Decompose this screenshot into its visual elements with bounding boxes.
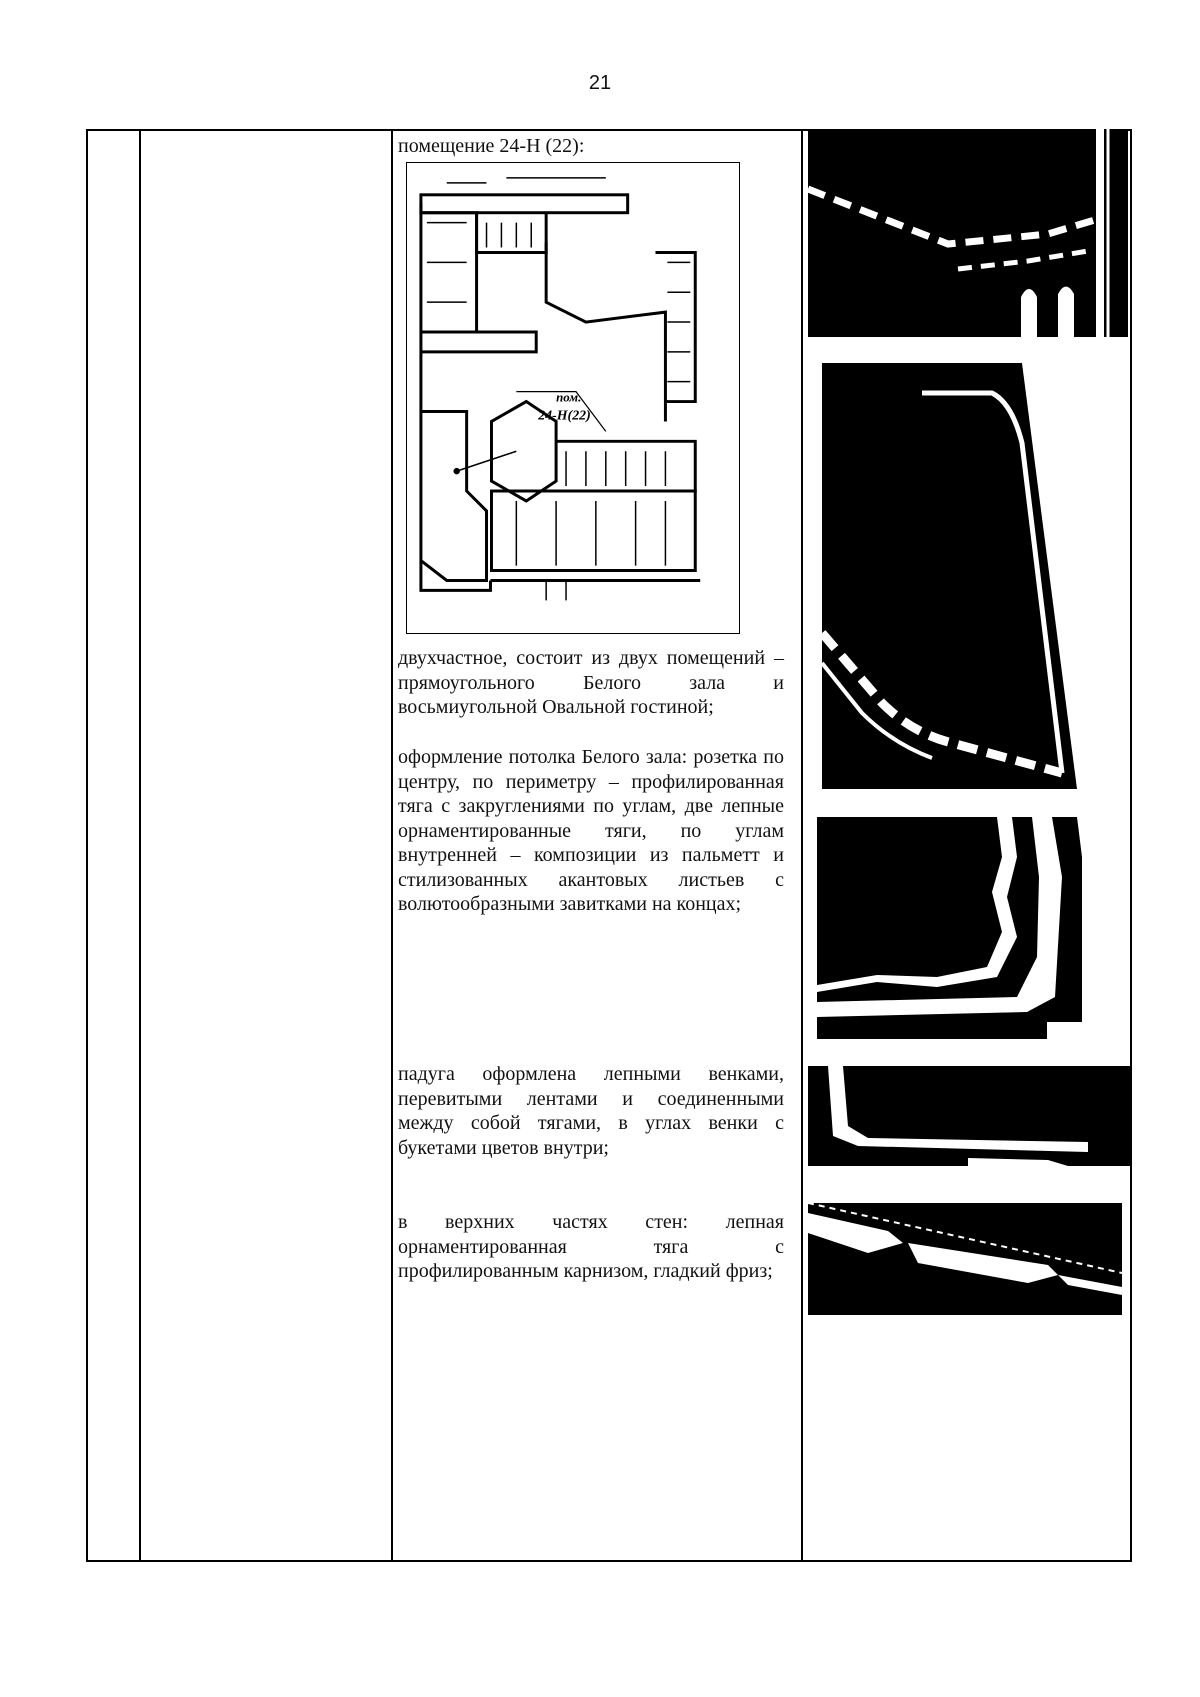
floor-plan-drawing bbox=[407, 163, 739, 632]
paragraph-ceiling: оформление потолка Белого зала: розетка по центру, по периметру – профилированная тяга с закруглениями по углам, две лепные орнаментированные тяги, по углам внутренней – композиции из пальметт и стилизованных акантовых листьев с волютообразными завитками на концах; bbox=[398, 746, 784, 915]
column-divider bbox=[801, 131, 803, 1560]
column-divider bbox=[391, 131, 393, 1560]
paragraph-walls: в верхних частях стен: лепная орнаментированная тяга с профилированным карнизом, гладкий фриз; bbox=[398, 1211, 784, 1282]
room-heading: помещение 24-Н (22): bbox=[398, 135, 585, 157]
plan-room-label-line1: пом. bbox=[556, 389, 582, 405]
paragraph-rooms: двухчастное, состоит из двух помещений – прямоугольного Белого зала и восьмиугольной Овальной гостиной; bbox=[398, 647, 784, 718]
floor-plan bbox=[406, 162, 740, 634]
paragraph-padouga: падуга оформлена лепными венками, перевитыми лентами и соединенными между собой тягами, в углах венки с букетами цветов внутри; bbox=[398, 1063, 784, 1159]
plan-room-label-line2: 24-Н(22) bbox=[538, 408, 591, 424]
wall-cornice-photo bbox=[808, 1203, 1122, 1315]
column-divider bbox=[139, 131, 141, 1560]
ceiling-corner-photo bbox=[808, 129, 1128, 337]
ceiling-molding-photo bbox=[817, 817, 1115, 1039]
padouga-wreath-photo bbox=[808, 1066, 1130, 1178]
ceiling-cornice-photo bbox=[822, 363, 1104, 789]
page-number: 21 bbox=[588, 72, 612, 94]
